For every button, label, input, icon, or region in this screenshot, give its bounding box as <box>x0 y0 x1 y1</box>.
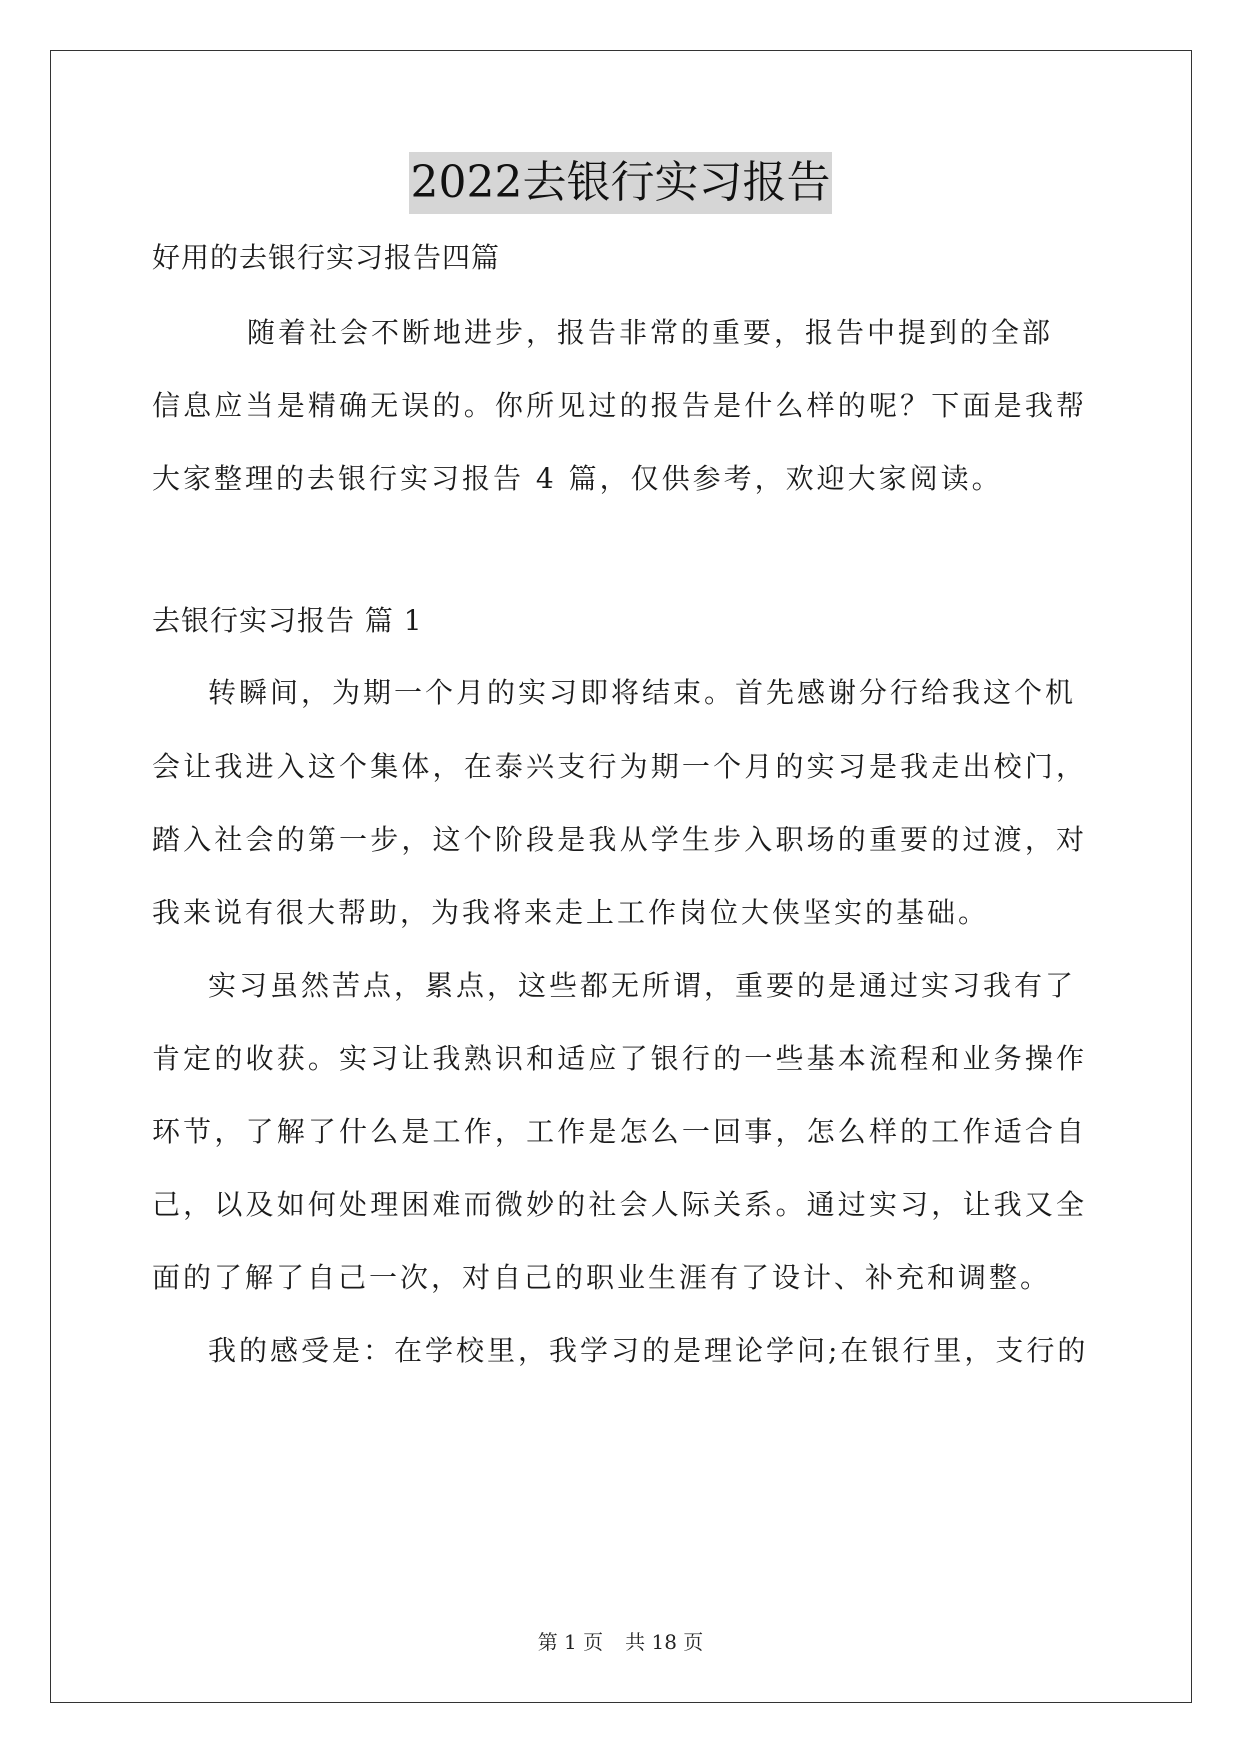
paragraph-line: 环节，了解了什么是工作，工作是怎么一回事，怎么样的工作适合自 <box>152 1115 1087 1148</box>
page-border <box>50 50 1192 1703</box>
intro-line: 信息应当是精确无误的。你所见过的报告是什么样的呢？下面是我帮 <box>152 389 1087 422</box>
paragraph-line: 面的了解了自己一次，对自己的职业生涯有了设计、补充和调整。 <box>152 1261 1052 1294</box>
paragraph-line: 实习虽然苦点，累点，这些都无所谓，重要的是通过实习我有了 <box>208 969 1077 1002</box>
paragraph-line: 肯定的收获。实习让我熟识和适应了银行的一些基本流程和业务操作 <box>152 1042 1087 1075</box>
document-title: 2022去银行实习报告 <box>409 152 833 214</box>
paragraph-line: 己，以及如何处理困难而微妙的社会人际关系。通过实习，让我又全 <box>152 1188 1087 1221</box>
title-container <box>0 152 1241 214</box>
intro-line: 大家整理的去银行实习报告 4 篇，仅供参考，欢迎大家阅读。 <box>152 462 1003 495</box>
section-heading: 去银行实习报告 篇 1 <box>152 604 423 637</box>
intro-line: 随着社会不断地进步，报告非常的重要，报告中提到的全部 <box>247 316 1054 349</box>
document-subtitle: 好用的去银行实习报告四篇 <box>152 241 501 274</box>
page-total: 共 18 页 <box>625 1630 704 1654</box>
paragraph-line: 我来说有很大帮助，为我将来走上工作岗位大侠坚实的基础。 <box>152 896 990 929</box>
paragraph-line: 会让我进入这个集体，在泰兴支行为期一个月的实习是我走出校门， <box>152 750 1087 783</box>
paragraph-line: 踏入社会的第一步，这个阶段是我从学生步入职场的重要的过渡，对 <box>152 823 1087 856</box>
paragraph-line: 我的感受是：在学校里，我学习的是理论学问;在银行里，支行的 <box>208 1334 1089 1367</box>
page-footer <box>0 1628 1241 1656</box>
page-number: 第 1 页 <box>537 1630 604 1654</box>
paragraph-line: 转瞬间，为期一个月的实习即将结束。首先感谢分行给我这个机 <box>208 676 1077 709</box>
